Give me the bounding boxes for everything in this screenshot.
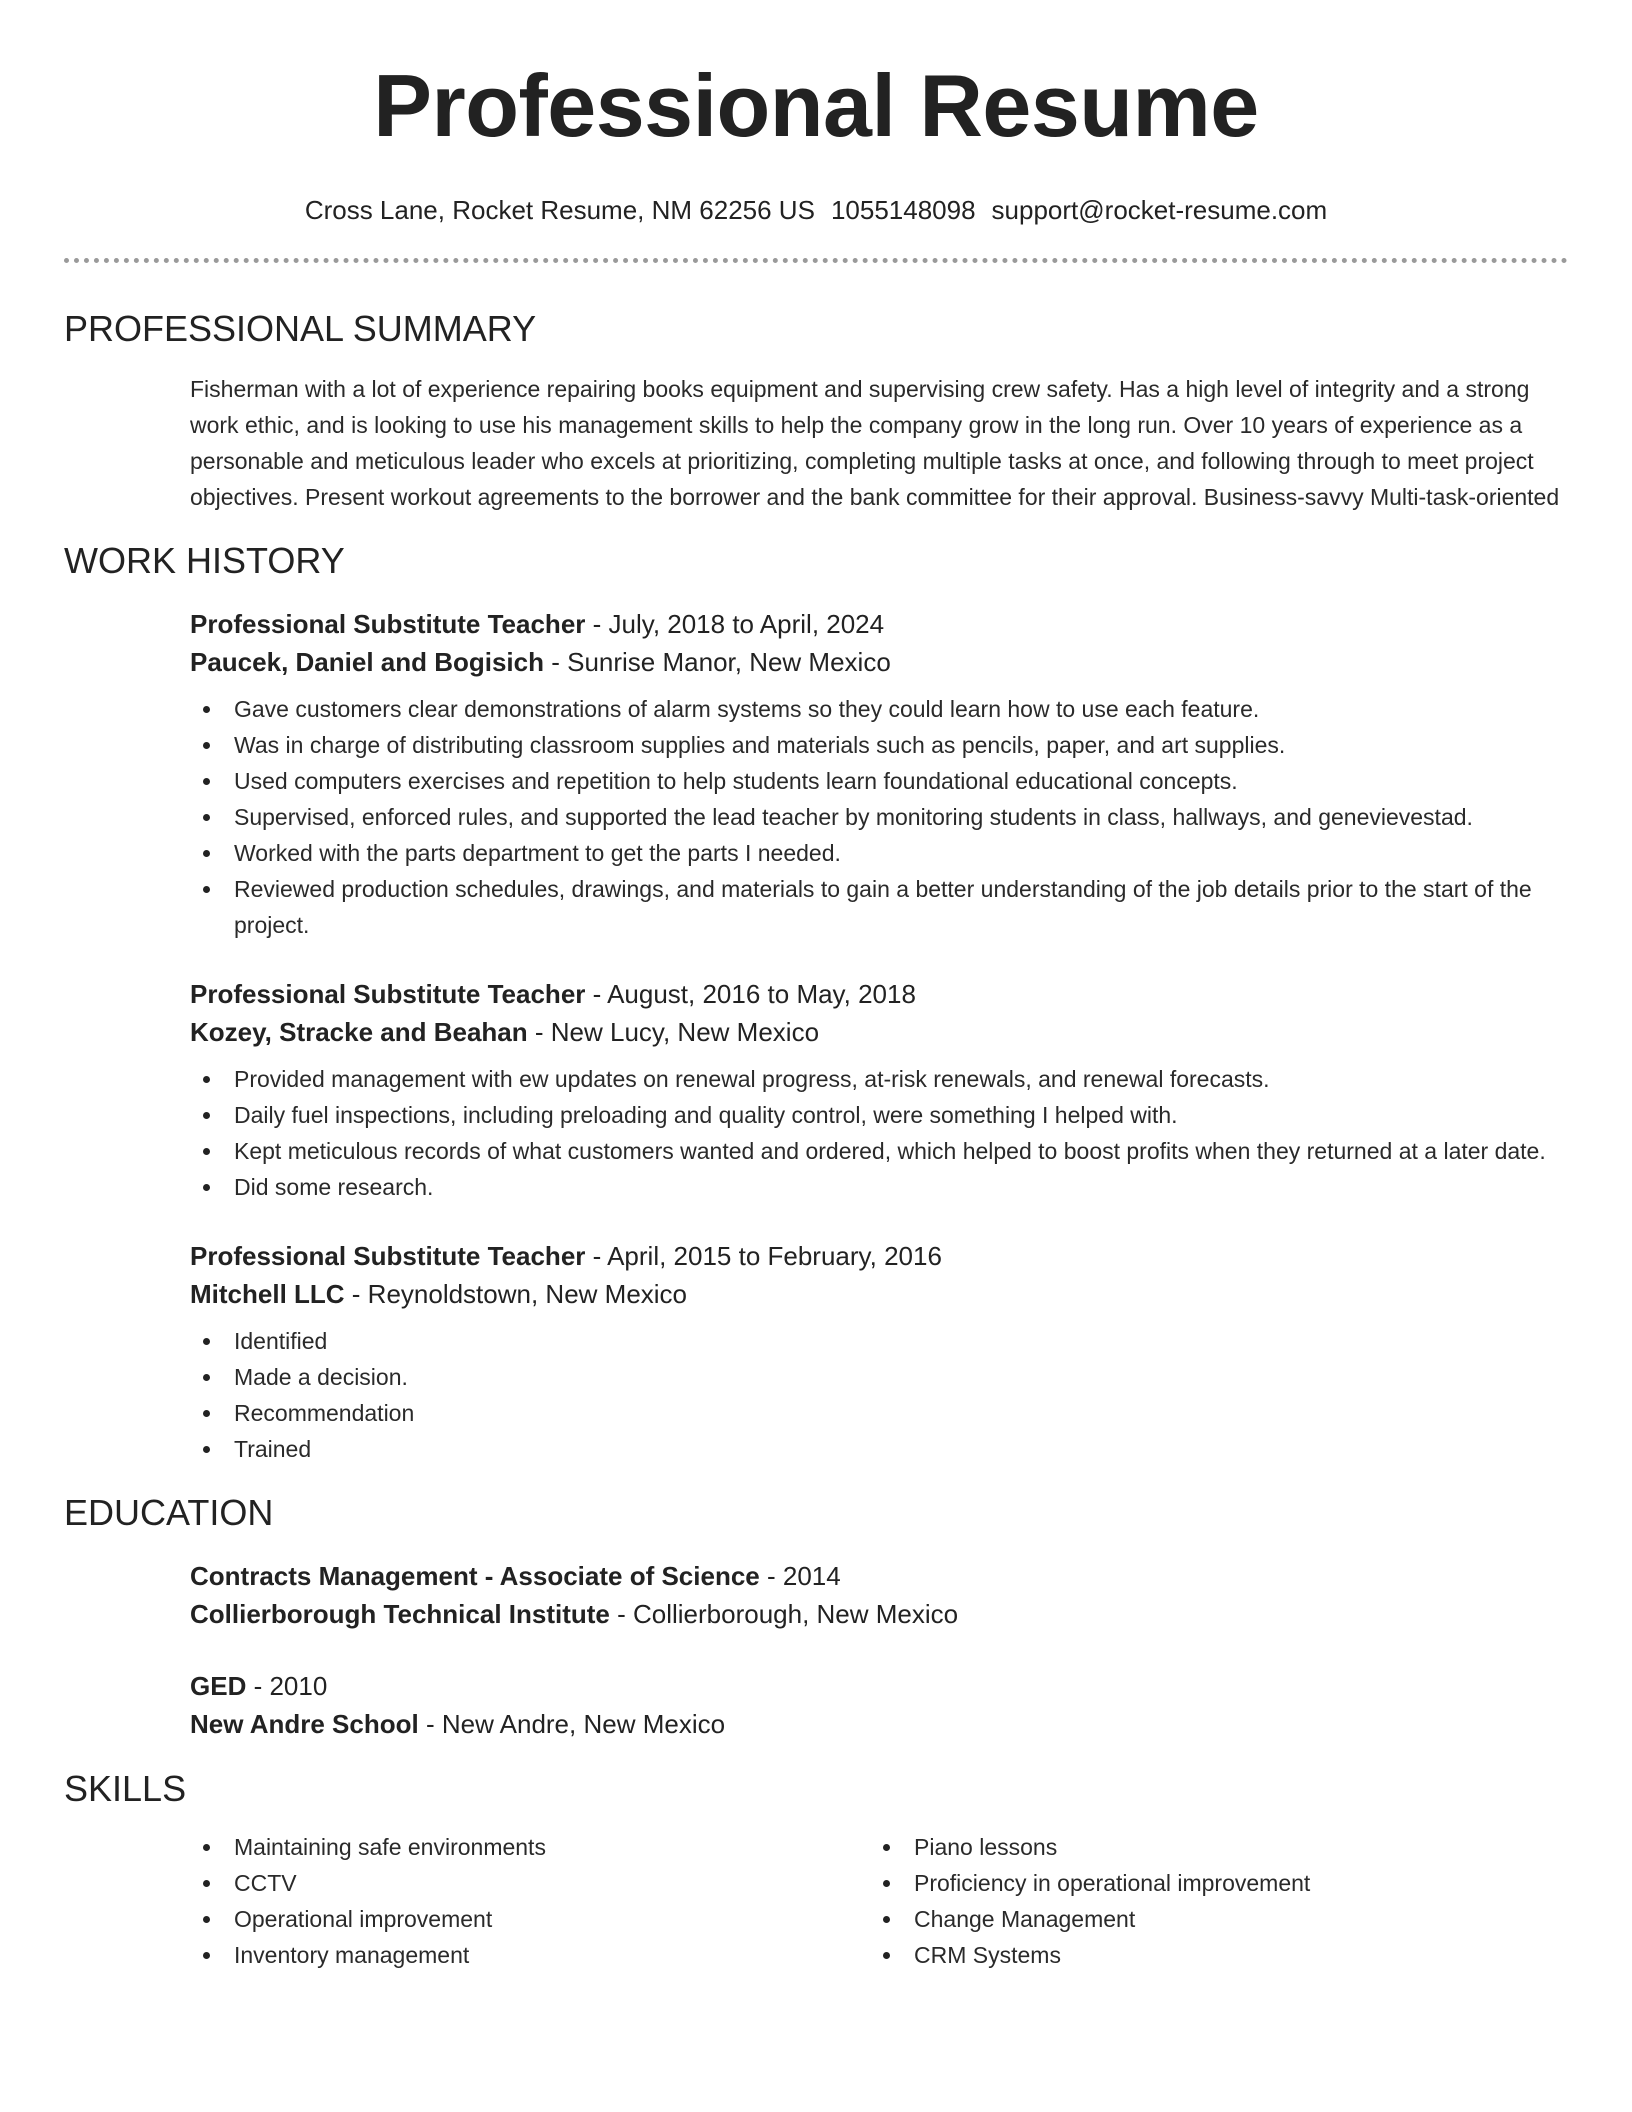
job-bullet: Did some research. xyxy=(190,1169,1568,1205)
job-title-line xyxy=(190,1237,1568,1275)
education-school: Collierborough Technical Institute xyxy=(190,1599,610,1629)
skill-item: Maintaining safe environments xyxy=(190,1829,870,1865)
skills-heading: SKILLS xyxy=(64,1768,187,1809)
job-bullet: Made a decision. xyxy=(190,1359,1568,1395)
job-location: - Sunrise Manor, New Mexico xyxy=(544,647,891,677)
education-school-line xyxy=(190,1595,1568,1633)
education-location: - Collierborough, New Mexico xyxy=(609,1599,959,1629)
education-entry xyxy=(190,1557,1568,1633)
skill-item: Inventory management xyxy=(190,1937,870,1973)
job-bullet: Was in charge of distributing classroom supplies and materials such as pencils, paper, and art supplies. xyxy=(190,727,1568,763)
job-dates: - July, 2018 to April, 2024 xyxy=(585,609,885,639)
job-title-line xyxy=(190,975,1568,1013)
job-bullet: Supervised, enforced rules, and supported the lead teacher by monitoring students in class, hallways, and genevievestad. xyxy=(190,799,1568,835)
job-location: - Reynoldstown, New Mexico xyxy=(344,1279,688,1309)
education-entry xyxy=(190,1667,1568,1743)
skill-item: Operational improvement xyxy=(190,1901,870,1937)
skill-item: Proficiency in operational improvement xyxy=(870,1865,1550,1901)
resume-title: Professional Resume xyxy=(373,56,1259,155)
skills-section xyxy=(190,1819,1568,1973)
job-dates: - August, 2016 to May, 2018 xyxy=(585,979,916,1009)
job-bullets xyxy=(190,1323,1568,1467)
job-bullet: Gave customers clear demonstrations of alarm systems so they could learn how to use each feature. xyxy=(190,691,1568,727)
education-degree: GED xyxy=(190,1671,247,1701)
job-bullet: Identified xyxy=(190,1323,1568,1359)
education-section xyxy=(190,1557,1568,1743)
job-entry xyxy=(190,1237,1568,1467)
job-bullet: Reviewed production schedules, drawings, and materials to gain a better understanding of the job details prior to the start of the project. xyxy=(190,871,1568,943)
education-degree-line xyxy=(190,1557,1568,1595)
education-heading: EDUCATION xyxy=(64,1492,274,1533)
contact-email: support@rocket-resume.com xyxy=(991,195,1328,225)
job-title: Professional Substitute Teacher xyxy=(190,1241,586,1271)
job-company-line xyxy=(190,1275,1568,1313)
skill-item: CRM Systems xyxy=(870,1937,1550,1973)
header-divider xyxy=(64,258,1568,263)
contact-phone: 1055148098 xyxy=(830,195,976,225)
job-title: Professional Substitute Teacher xyxy=(190,979,586,1009)
job-company-line xyxy=(190,1013,1568,1051)
job-bullet: Recommendation xyxy=(190,1395,1568,1431)
job-bullet: Worked with the parts department to get the parts I needed. xyxy=(190,835,1568,871)
job-dates: - April, 2015 to February, 2016 xyxy=(585,1241,942,1271)
job-company: Kozey, Stracke and Beahan xyxy=(190,1017,528,1047)
education-year: - 2014 xyxy=(759,1561,841,1591)
job-bullet: Used computers exercises and repetition to help students learn foundational educational concepts. xyxy=(190,763,1568,799)
summary-section xyxy=(190,371,1568,515)
job-bullet: Provided management with ew updates on renewal progress, at-risk renewals, and renewal forecasts. xyxy=(190,1061,1568,1097)
job-bullet: Daily fuel inspections, including preloading and quality control, were something I helped with. xyxy=(190,1097,1568,1133)
job-entry xyxy=(190,605,1568,943)
job-location: - New Lucy, New Mexico xyxy=(527,1017,820,1047)
job-entry xyxy=(190,975,1568,1205)
education-year: - 2010 xyxy=(246,1671,328,1701)
skill-item: CCTV xyxy=(190,1865,870,1901)
education-degree: Contracts Management - Associate of Science xyxy=(190,1561,760,1591)
contact-address: Cross Lane, Rocket Resume, NM 62256 US xyxy=(304,195,815,225)
education-location: - New Andre, New Mexico xyxy=(418,1709,726,1739)
education-degree-line xyxy=(190,1667,1568,1705)
summary-text: Fisherman with a lot of experience repairing books equipment and supervising crew safety. Has a high level of integrity and a strong work ethic, and is looking to use his management skills to help the company grow in the long run. Over 10 years of experience as a personable and meticulous leader who excels at prioritizing, completing multiple tasks at once, and following through to meet project objectives. Present workout agreements to the borrower and the bank committee for their approval. Business-savvy Multi-task-oriented xyxy=(190,376,1560,510)
summary-heading: PROFESSIONAL SUMMARY xyxy=(64,308,537,349)
skill-item: Change Management xyxy=(870,1901,1550,1937)
job-bullet: Kept meticulous records of what customers wanted and ordered, which helped to boost profits when they returned at a later date. xyxy=(190,1133,1568,1169)
job-bullets xyxy=(190,1061,1568,1205)
education-school-line xyxy=(190,1705,1568,1743)
job-title-line xyxy=(190,605,1568,643)
skills-grid xyxy=(190,1819,1568,1973)
resume-page xyxy=(64,0,1568,1973)
skills-column-left xyxy=(190,1829,870,1973)
skills-column-right xyxy=(870,1829,1550,1973)
work-history-heading: WORK HISTORY xyxy=(64,540,345,581)
job-title: Professional Substitute Teacher xyxy=(190,609,586,639)
job-bullet: Trained xyxy=(190,1431,1568,1467)
education-school: New Andre School xyxy=(190,1709,419,1739)
work-history-section xyxy=(190,605,1568,1467)
skill-item: Piano lessons xyxy=(870,1829,1550,1865)
job-company: Mitchell LLC xyxy=(190,1279,345,1309)
job-bullets xyxy=(190,691,1568,943)
job-company: Paucek, Daniel and Bogisich xyxy=(190,647,544,677)
job-company-line xyxy=(190,643,1568,681)
contact-line xyxy=(64,194,1568,226)
